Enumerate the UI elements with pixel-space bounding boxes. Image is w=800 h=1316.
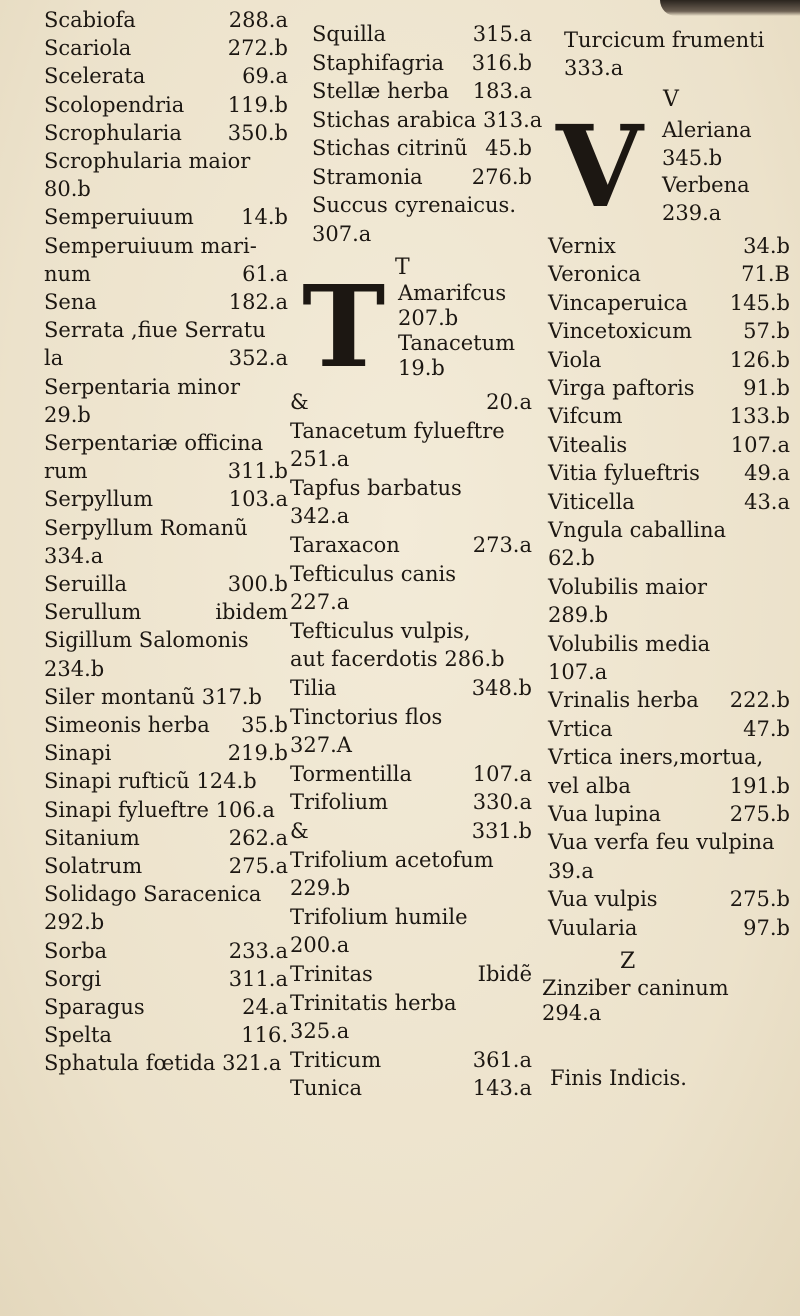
entry-page-ref: 262.a	[228, 825, 288, 850]
entry-term: Scrophularia maior	[44, 149, 251, 173]
entry-page-ref: 191.b	[729, 773, 790, 798]
entry-term: Vincaperuica	[548, 290, 688, 315]
entry-term: Trinitatis herba	[290, 990, 457, 1015]
entry-term: 342.a	[290, 504, 350, 529]
entry-page-ref: 311.a	[228, 966, 288, 991]
entry-term: Vua verfa feu vulpina	[548, 830, 775, 855]
entry-term: Semperuiuum	[44, 205, 194, 230]
entry-term: Solatrum	[44, 854, 143, 878]
section-letter-v: V	[663, 87, 679, 112]
entry-term: Sorgi	[44, 966, 102, 991]
dropcap-t: T	[302, 262, 386, 393]
entry-term: Volubilis maior	[548, 574, 707, 599]
entry-term: 307.a	[312, 221, 372, 246]
entry-page-ref: ibidem	[215, 600, 288, 625]
entry-term: 345.b	[662, 145, 723, 170]
entry-page-ref: 107.a	[472, 761, 532, 786]
entry-term: Tilia	[290, 676, 337, 700]
entry-term: Veronica	[548, 262, 641, 287]
entry-term: 251.a	[290, 447, 350, 472]
entry-term: Vrtica	[548, 716, 613, 741]
entry-page-ref: 288.a	[228, 8, 288, 32]
section-letter-z: Z	[620, 949, 636, 974]
entry-term: Sena	[44, 290, 97, 314]
entry-page-ref: 126.b	[729, 347, 790, 372]
entry-term: Stichas citrinũ	[312, 136, 468, 160]
entry-term: Verbena	[662, 173, 750, 197]
entry-term: aut facerdotis 286.b	[290, 647, 505, 672]
entry-page-ref: 57.b	[743, 319, 790, 344]
entry-term: 29.b	[44, 402, 91, 427]
entry-term: Sparagus	[44, 995, 145, 1019]
entry-page-ref: 316.b	[471, 50, 532, 75]
entry-term: Solidago Saracenica	[44, 882, 262, 907]
entry-term: 239.a	[662, 200, 722, 225]
finis-indicis: Finis Indicis.	[550, 1066, 687, 1090]
entry-term: Seruilla	[44, 572, 128, 596]
entry-page-ref: 43.a	[744, 489, 790, 514]
entry-term: Vngula caballina	[548, 518, 727, 542]
entry-term: Trifolium acetofum	[290, 847, 494, 872]
entry-term: 333.a	[564, 56, 624, 80]
entry-page-ref: 35.b	[241, 713, 288, 737]
entry-page-ref: 348.b	[471, 676, 532, 700]
entry-page-ref: 133.b	[729, 404, 790, 429]
entry-term: num	[44, 261, 91, 286]
entry-term: Sigillum Salomonis	[44, 628, 249, 653]
entry-page-ref: 275.a	[228, 854, 288, 878]
entry-page-ref: 71.B	[741, 262, 790, 287]
entry-page-ref: 275.b	[729, 887, 790, 912]
entry-page-ref: 233.a	[228, 938, 288, 963]
entry-term: Sphatula fœtida 321.a	[44, 1051, 282, 1076]
section-letter-t: T	[395, 255, 410, 280]
entry-page-ref: 61.a	[242, 261, 288, 286]
entry-term: Scrophularia	[44, 120, 182, 145]
entry-term: 289.b	[548, 603, 609, 628]
entry-term: 207.b	[398, 306, 459, 330]
entry-term: Succus cyrenaicus.	[312, 193, 517, 217]
entry-term: la	[44, 346, 64, 371]
entry-term: 294.a	[542, 1001, 602, 1025]
entry-term: Sinapi fylueftre 106.a	[44, 797, 275, 822]
entry-page-ref: 311.b	[227, 459, 288, 484]
entry-term: Staphifagria	[312, 50, 445, 75]
entry-page-ref: 183.a	[472, 79, 532, 103]
entry-term: rum	[44, 459, 88, 484]
entry-page-ref: 47.b	[743, 716, 790, 741]
entry-term: Stellæ herba	[312, 79, 450, 103]
entry-term: Scolopendria	[44, 92, 185, 117]
entry-page-ref: 273.a	[472, 533, 532, 557]
entry-term: Serrata ,fiue Serratu	[44, 318, 266, 343]
entry-term: Triticum	[290, 1047, 382, 1072]
entry-term: Trinitas	[290, 962, 373, 986]
entry-term: Vincetoxicum	[548, 319, 693, 344]
entry-term: 107.a	[548, 660, 608, 684]
entry-term: Scelerata	[44, 64, 146, 89]
entry-term: Viola	[548, 347, 602, 372]
entry-term: 39.a	[548, 858, 594, 883]
entry-page-ref: 143.a	[472, 1076, 532, 1101]
entry-page-ref: 91.b	[743, 376, 790, 400]
entry-page-ref: Ibidẽ	[477, 962, 532, 986]
entry-page-ref: 272.b	[227, 36, 288, 61]
entry-page-ref: 182.a	[228, 290, 288, 314]
entry-term: Scariola	[44, 36, 132, 61]
entry-page-ref: 352.a	[228, 346, 288, 371]
entry-term: 200.a	[290, 933, 350, 958]
entry-page-ref: 116.	[241, 1023, 288, 1048]
entry-term: Simeonis herba	[44, 713, 210, 737]
entry-term: Vitia fylueftris	[548, 461, 700, 486]
entry-page-ref: 103.a	[228, 487, 288, 512]
entry-term: Taraxacon	[290, 533, 400, 557]
page-stain	[660, 0, 800, 16]
entry-term: Stramonia	[312, 164, 423, 189]
entry-term: &	[290, 819, 309, 843]
entry-term: Zinziber caninum	[542, 976, 729, 1000]
entry-page-ref: 222.b	[729, 688, 790, 713]
entry-page-ref: 97.b	[743, 915, 790, 940]
entry-term: &	[290, 390, 309, 414]
entry-term: Siler montanũ 317.b	[44, 684, 262, 709]
entry-term: Virga paftoris	[548, 376, 695, 400]
entry-term: Sorba	[44, 938, 108, 963]
entry-term: Semperuiuum mari-	[44, 233, 257, 258]
entry-term: Serpentaria minor	[44, 374, 240, 399]
entry-page-ref: 145.b	[729, 290, 790, 315]
entry-term: 292.b	[44, 910, 105, 935]
entry-term: Vrinalis herba	[548, 688, 699, 713]
entry-term: Vuularia	[548, 915, 638, 940]
entry-page-ref: 14.b	[241, 205, 288, 230]
entry-term: 334.a	[44, 543, 104, 568]
entry-term: Serullum	[44, 600, 142, 625]
entry-term: Scabiofa	[44, 8, 136, 32]
entry-page-ref: 331.b	[471, 819, 532, 843]
entry-term: Tunica	[290, 1076, 363, 1101]
entry-term: Viticella	[548, 489, 635, 514]
entry-term: Trifolium	[290, 790, 389, 815]
entry-term: Spelta	[44, 1023, 112, 1048]
entry-term: vel alba	[548, 773, 631, 798]
entry-term: 227.a	[290, 590, 350, 615]
entry-term: Serpyllum Romanũ	[44, 515, 248, 540]
entry-term: Squilla	[312, 22, 387, 46]
entry-page-ref: 315.a	[472, 22, 532, 46]
entry-page-ref: 361.a	[472, 1047, 532, 1072]
entry-term: Tanacetum	[398, 331, 516, 355]
entry-term: Tapfus barbatus	[290, 475, 462, 500]
entry-page-ref: 34.b	[743, 234, 790, 258]
entry-term: 327.A	[290, 733, 352, 758]
entry-term: Tefticulus canis	[290, 561, 457, 586]
entry-term: Amarifcus	[398, 281, 507, 305]
entry-term: Vernix	[548, 234, 616, 258]
entry-term: Turcicum frumenti	[564, 28, 765, 52]
entry-term: Trifolium humile	[290, 904, 468, 929]
entry-page-ref: 107.a	[730, 432, 790, 457]
entry-term: Serpyllum	[44, 487, 154, 512]
entry-term: Vua vulpis	[548, 887, 658, 912]
dropcap-v: V	[556, 102, 643, 233]
entry-term: Sinapi rufticũ 124.b	[44, 769, 257, 794]
entry-page-ref: 275.b	[729, 802, 790, 826]
entry-term: Tefticulus vulpis,	[290, 618, 471, 643]
entry-page-ref: 119.b	[227, 92, 288, 117]
entry-term: 325.a	[290, 1019, 350, 1044]
entry-page-ref: 20.a	[486, 390, 532, 414]
entry-term: Serpentariæ officina	[44, 431, 264, 455]
entry-page-ref: 276.b	[471, 164, 532, 189]
entry-term: 229.b	[290, 876, 351, 901]
entry-term: Tanacetum fylueftre	[290, 418, 505, 443]
entry-term: 80.b	[44, 177, 91, 202]
entry-term: Vitealis	[548, 432, 628, 457]
entry-term: Vrtica iners,mortua,	[548, 745, 764, 770]
entry-term: Sinapi	[44, 741, 112, 766]
entry-term: Sitanium	[44, 825, 140, 850]
entry-term: Vua lupina	[548, 802, 661, 826]
entry-term: Tinctorius flos	[290, 704, 443, 729]
entry-page-ref: 350.b	[227, 120, 288, 145]
entry-page-ref: 300.b	[227, 572, 288, 596]
entry-term: Volubilis media	[548, 631, 711, 656]
entry-page-ref: 24.a	[242, 995, 288, 1019]
entry-term: 19.b	[398, 356, 445, 380]
entry-term: 62.b	[548, 546, 595, 571]
entry-page-ref: 45.b	[485, 136, 532, 160]
entry-term: Aleriana	[662, 118, 752, 142]
entry-page-ref: 69.a	[242, 64, 288, 89]
entry-page-ref: 219.b	[227, 741, 288, 766]
entry-term: Vifcum	[548, 404, 623, 429]
entry-term: 234.b	[44, 656, 105, 681]
entry-page-ref: 330.a	[472, 790, 532, 815]
entry-term: Stichas arabica 313.a	[312, 107, 543, 132]
entry-term: Tormentilla	[290, 761, 413, 786]
entry-page-ref: 49.a	[744, 461, 790, 486]
